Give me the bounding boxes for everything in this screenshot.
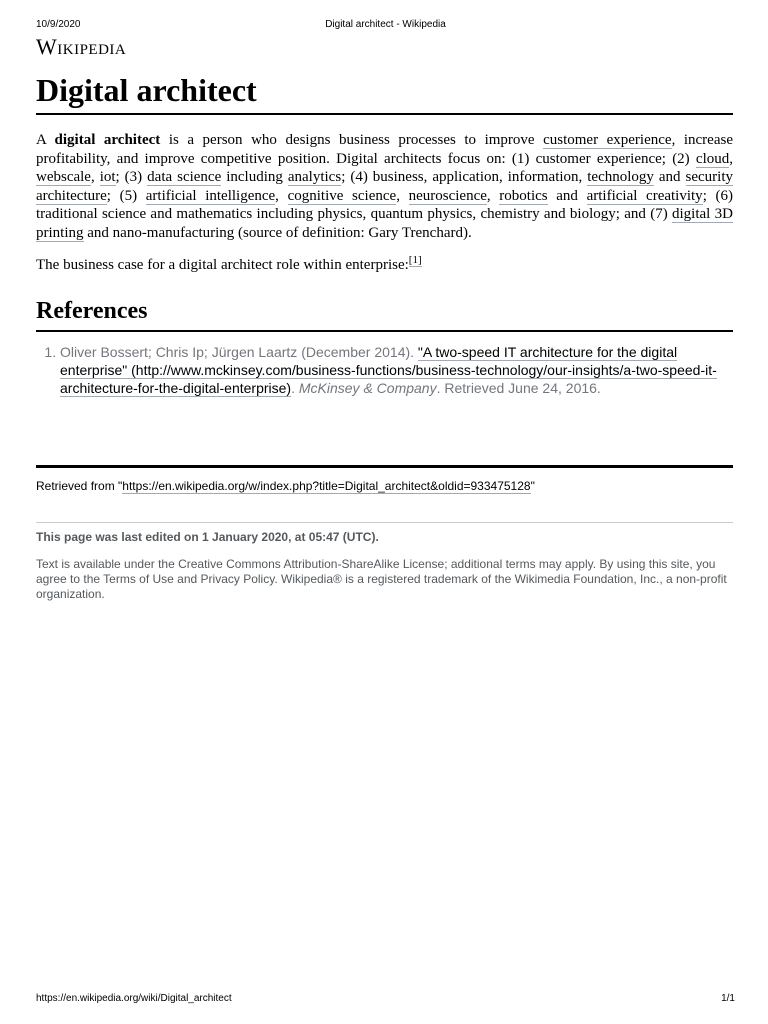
footer-divider bbox=[36, 465, 733, 468]
link-cloud[interactable]: cloud bbox=[695, 150, 730, 167]
references-list bbox=[36, 343, 733, 397]
article-content bbox=[36, 70, 733, 397]
reference-item: 1. Oliver Bossert; Chris Ip; Jürgen Laartz (December 2014). "A two-speed IT architecture for the digital enterprise" (http://www.mckinsey.com/business-functions/business-technology/our-insights/a-two-speed-it-architecture-for-the-digital-enterprise). McKinsey & Company. Retrieved June 24, 2016. bbox=[60, 343, 733, 397]
link-artificial-creativity[interactable]: artificial creativity bbox=[586, 187, 703, 204]
link-customer-experience[interactable]: customer experience bbox=[543, 132, 672, 148]
reference-publisher: McKinsey & Company bbox=[298, 379, 437, 396]
reference-link[interactable]: "A two-speed IT architecture for the digital enterprise" (http://www.mckinsey.com/business-functions/business-technology/our-insights/a-two-speed-it-architecture-for-the-digital-enterprise) bbox=[60, 343, 717, 396]
link-neuroscience[interactable]: neuroscience bbox=[408, 187, 487, 204]
link-artificial-intelligence[interactable]: artificial intelligence bbox=[145, 187, 276, 204]
article-paragraph-1: A digital architect is a person who designs business processes to improve customer experience, increase profitability, and improve competitive position. Digital architects focus on: (1) customer experience; (2) cloud, webscale, iot; (3) data science including analytics; (4) business, application, information, technology and security architecture; (5) artificial intelligence, cognitive science, neuroscience, robotics and artificial creativity; (6) traditional science and mathematics including physics, quantum physics, chemistry and biology; and (7) digital 3D printing and nano-manufacturing (source of definition: Gary Trenchard). bbox=[36, 132, 733, 241]
footer-thin-divider bbox=[36, 522, 733, 523]
link-robotics[interactable]: robotics bbox=[499, 187, 548, 204]
link-analytics[interactable]: analytics bbox=[287, 169, 342, 185]
print-page-count: 1/1 bbox=[721, 993, 735, 1004]
page-title: Digital architect bbox=[36, 70, 733, 115]
license-text: Text is available under the Creative Commons Attribution-ShareAlike License; additional terms may apply. By using this site, you agree to the Terms of Use and Privacy Policy. Wikipedia® is a registered trademark of the Wikimedia Foundation, Inc., a non-profit organization. bbox=[36, 557, 727, 601]
retrieved-from: Retrieved from "https://en.wikipedia.org/w/index.php?title=Digital_architect&oldid=933475128" bbox=[36, 479, 535, 493]
link-cognitive-science[interactable]: cognitive science bbox=[287, 187, 397, 204]
link-technology[interactable]: technology bbox=[587, 169, 654, 185]
bold-term: digital architect bbox=[54, 132, 161, 148]
print-footer bbox=[36, 993, 735, 1007]
link-security-architecture[interactable]: security architecture bbox=[36, 169, 733, 204]
article-paragraph-2: The business case for a digital architect role within enterprise:[1] bbox=[36, 254, 422, 273]
link-webscale[interactable]: webscale bbox=[36, 169, 91, 185]
print-footer-url: https://en.wikipedia.org/wiki/Digital_architect bbox=[36, 993, 232, 1004]
link-digital-3d-printing[interactable]: digital 3D printing bbox=[36, 206, 733, 241]
citation-1[interactable]: [1] bbox=[408, 254, 422, 266]
retrieved-url-link[interactable]: https://en.wikipedia.org/w/index.php?title=Digital_architect&oldid=933475128 bbox=[122, 479, 531, 493]
wikipedia-logo[interactable]: Wikipedia bbox=[36, 34, 127, 59]
print-title: Digital architect - Wikipedia bbox=[325, 19, 446, 30]
link-data-science[interactable]: data science bbox=[147, 169, 222, 185]
link-iot[interactable]: iot bbox=[99, 169, 116, 185]
references-heading: References bbox=[36, 296, 733, 332]
print-header bbox=[36, 19, 735, 33]
print-date: 10/9/2020 bbox=[36, 19, 81, 30]
last-edited: This page was last edited on 1 January 2020, at 05:47 (UTC). bbox=[36, 530, 379, 544]
